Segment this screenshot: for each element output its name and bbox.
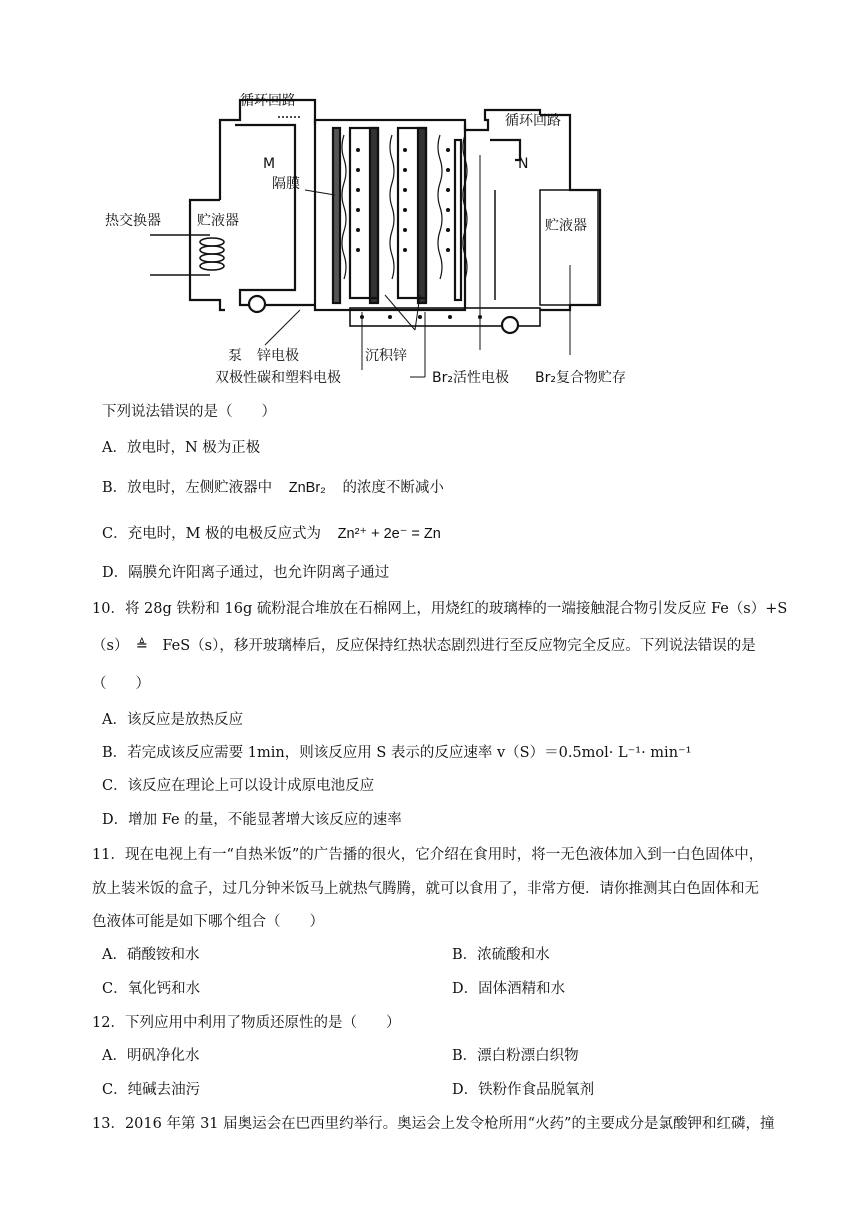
q9-option-b-formula: ZnBr₂ xyxy=(288,480,326,496)
q10-option-b: B．若完成该反应需要 1min，则该反应用 S 表示的反应速率 v（S）＝0.5mol· L⁻¹· min⁻¹ xyxy=(102,745,692,761)
q9-option-c-text: C．充电时，M 极的电极反应式为 xyxy=(102,526,322,542)
q10-option-a: A．该反应是放热反应 xyxy=(102,712,243,728)
q11-line3: 色液体可能是如下哪个组合（ ） xyxy=(92,914,324,930)
q11-option-d: D．固体酒精和水 xyxy=(452,981,566,997)
q10-line2: （s） ≜ FeS（s），移开玻璃棒后，反应保持红热状态剧烈进行至反应物完全反应。下列说法错误的是 xyxy=(92,638,756,654)
label-loop-left: 循环回路 xyxy=(240,93,296,109)
q12-option-b: B．漂白粉漂白织物 xyxy=(452,1048,579,1064)
q9-option-d: D．隔膜允许阳离子通过，也允许阴离子通过 xyxy=(102,565,390,581)
q11-option-b: B．浓硫酸和水 xyxy=(452,947,550,963)
q9-option-c-formula: Zn²⁺ + 2e⁻ = Zn xyxy=(337,526,441,542)
q9-option-a: A．放电时，N 极为正极 xyxy=(102,440,261,456)
q11-option-c: C．氧化钙和水 xyxy=(102,981,201,997)
q9-stem: 下列说法错误的是（ ） xyxy=(102,404,276,420)
label-pump: 泵 xyxy=(228,348,242,364)
q12-option-a: A．明矾净化水 xyxy=(102,1048,200,1064)
q12-stem: 12．下列应用中利用了物质还原性的是（ ） xyxy=(92,1015,401,1031)
q9-option-c xyxy=(102,524,441,544)
label-deposited-zinc: 沉积锌 xyxy=(365,348,407,364)
q10-line1: 10．将 28g 铁粉和 16g 硫粉混合堆放在石棉网上，用烧红的玻璃棒的一端接触混合物引发反应 Fe（s）+S xyxy=(92,601,788,617)
q13-line1: 13．2016 年第 31 届奥运会在巴西里约举行。奥运会上发令枪所用“火药”的主要成分是氯酸钾和红磷，撞 xyxy=(92,1116,775,1132)
zinc-bromine-battery-diagram xyxy=(100,80,680,395)
label-reservoir-right: 贮液器 xyxy=(545,218,587,234)
q9-option-b-text: B．放电时，左侧贮液器中 xyxy=(102,480,273,496)
q9-option-b-tail: 的浓度不断减小 xyxy=(342,480,444,496)
q12-option-c: C．纯碱去油污 xyxy=(102,1082,201,1098)
label-m: M xyxy=(263,156,276,172)
q11-line1: 11．现在电视上有一“自热米饭”的广告播的很火，它介绍在食用时，将一无色液体加入到一白色固体中， xyxy=(92,847,764,863)
label-n: N xyxy=(518,156,529,172)
q9-option-b xyxy=(102,478,444,498)
label-loop-right: 循环回路 xyxy=(505,113,561,129)
q11-option-a: A．硝酸铵和水 xyxy=(102,947,200,963)
q11-line2: 放上装米饭的盒子，过几分钟米饭马上就热气腾腾，就可以食用了，非常方便．请你推测其白色固体和无 xyxy=(92,881,759,897)
label-reservoir-left: 贮液器 xyxy=(197,213,239,229)
label-br2-storage: Br₂复合物贮存 xyxy=(535,370,626,386)
q10-option-c: C．该反应在理论上可以设计成原电池反应 xyxy=(102,778,375,794)
q10-option-d: D．增加 Fe 的量，不能显著增大该反应的速率 xyxy=(102,812,402,828)
q10-line3: （ ） xyxy=(92,676,150,692)
label-zinc-electrode: 锌电极 xyxy=(257,348,299,364)
q12-option-d: D．铁粉作食品脱氧剂 xyxy=(452,1082,595,1098)
label-membrane: 隔膜 xyxy=(272,176,300,192)
label-bipolar-electrode: 双极性碳和塑料电极 xyxy=(215,370,341,386)
label-br2-electrode: Br₂活性电极 xyxy=(432,370,509,386)
label-heat-exchanger: 热交换器 xyxy=(105,213,161,229)
